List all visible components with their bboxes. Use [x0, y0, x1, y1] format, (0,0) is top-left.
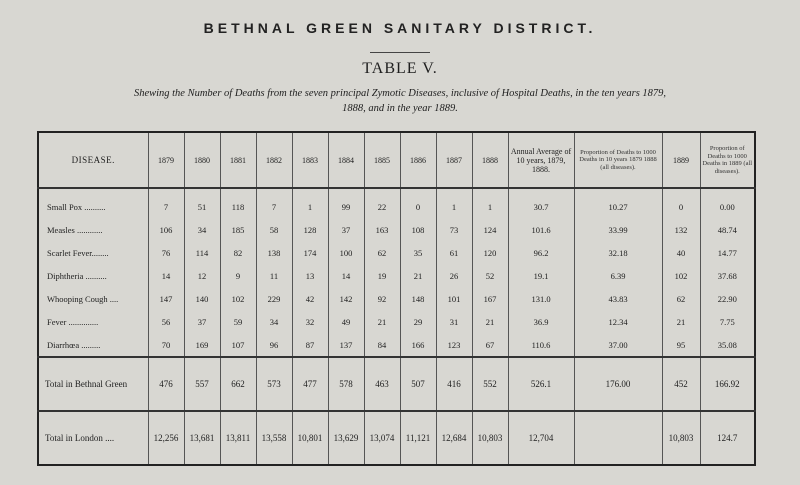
disease-row	[38, 188, 755, 218]
average-cell: 526.1	[508, 357, 574, 411]
year-cell: 662	[220, 357, 256, 411]
proportion-ten-cell: 12.34	[574, 310, 662, 333]
year-cell: 137	[328, 333, 364, 357]
zymotic-deaths-table	[37, 131, 756, 466]
year-cell: 11,121	[400, 411, 436, 465]
row-label: Scarlet Fever........	[47, 247, 109, 258]
proportion-ten-cell: 43.83	[574, 287, 662, 310]
year-cell: 31	[436, 310, 472, 333]
year-cell: 21	[400, 264, 436, 287]
col-header-year: 1881	[220, 132, 256, 188]
proportion-ten-cell: 33.99	[574, 218, 662, 241]
year-cell: 578	[328, 357, 364, 411]
year-cell: 167	[472, 287, 508, 310]
year-cell: 13,811	[220, 411, 256, 465]
year-cell: 13	[292, 264, 328, 287]
average-cell: 30.7	[508, 188, 574, 218]
year-1889-cell: 452	[662, 357, 700, 411]
average-cell: 110.6	[508, 333, 574, 357]
year-cell: 34	[184, 218, 220, 241]
year-cell: 21	[472, 310, 508, 333]
year-cell: 37	[328, 218, 364, 241]
total-row	[38, 411, 755, 465]
table-subtitle	[0, 86, 800, 116]
proportion-1889-cell: 0.00	[700, 188, 755, 218]
year-cell: 82	[220, 241, 256, 264]
year-cell: 99	[328, 188, 364, 218]
year-cell: 73	[436, 218, 472, 241]
year-cell: 552	[472, 357, 508, 411]
year-cell: 13,629	[328, 411, 364, 465]
year-cell: 21	[364, 310, 400, 333]
table-title: TABLE V.	[362, 60, 438, 77]
year-cell: 1	[292, 188, 328, 218]
year-cell: 101	[436, 287, 472, 310]
year-cell: 56	[148, 310, 184, 333]
proportion-1889-cell: 14.77	[700, 241, 755, 264]
col-header-average: Annual Average of 10 years, 1879, 1888.	[508, 132, 574, 188]
year-cell: 416	[436, 357, 472, 411]
year-cell: 463	[364, 357, 400, 411]
year-cell: 138	[256, 241, 292, 264]
proportion-1889-cell: 22.90	[700, 287, 755, 310]
proportion-ten-cell: 32.18	[574, 241, 662, 264]
year-cell: 51	[184, 188, 220, 218]
year-cell: 1	[472, 188, 508, 218]
col-header-year: 1885	[364, 132, 400, 188]
year-cell: 7	[256, 188, 292, 218]
year-cell: 19	[364, 264, 400, 287]
year-cell: 11	[256, 264, 292, 287]
year-cell: 61	[436, 241, 472, 264]
col-header-year: 1879	[148, 132, 184, 188]
col-header-year: 1886	[400, 132, 436, 188]
year-cell: 34	[256, 310, 292, 333]
proportion-ten-cell: 176.00	[574, 357, 662, 411]
average-cell: 131.0	[508, 287, 574, 310]
proportion-ten-cell	[574, 411, 662, 465]
year-cell: 140	[184, 287, 220, 310]
year-cell: 507	[400, 357, 436, 411]
year-cell: 26	[436, 264, 472, 287]
year-cell: 14	[328, 264, 364, 287]
year-cell: 58	[256, 218, 292, 241]
total-row	[38, 357, 755, 411]
year-1889-cell: 62	[662, 287, 700, 310]
average-cell: 96.2	[508, 241, 574, 264]
proportion-1889-cell: 166.92	[700, 357, 755, 411]
year-cell: 476	[148, 357, 184, 411]
year-cell: 10,801	[292, 411, 328, 465]
disease-row	[38, 218, 755, 241]
year-cell: 114	[184, 241, 220, 264]
year-cell: 142	[328, 287, 364, 310]
year-cell: 59	[220, 310, 256, 333]
col-header-year: 1880	[184, 132, 220, 188]
proportion-ten-cell: 10.27	[574, 188, 662, 218]
year-cell: 1	[436, 188, 472, 218]
year-cell: 13,558	[256, 411, 292, 465]
year-cell: 148	[400, 287, 436, 310]
average-cell: 36.9	[508, 310, 574, 333]
proportion-ten-cell: 6.39	[574, 264, 662, 287]
year-cell: 32	[292, 310, 328, 333]
average-cell: 12,704	[508, 411, 574, 465]
year-cell: 10,803	[472, 411, 508, 465]
year-cell: 12	[184, 264, 220, 287]
col-header-proportion-ten-years: Proportion of Deaths to 1000 Deaths in 10 years 1879 1888 (all diseases).	[574, 132, 662, 188]
year-cell: 49	[328, 310, 364, 333]
col-header-proportion-1889: Proportion of Deaths to 1000 Deaths in 1889 (all diseases).	[700, 132, 755, 188]
year-cell: 118	[220, 188, 256, 218]
year-cell: 37	[184, 310, 220, 333]
disease-row	[38, 264, 755, 287]
proportion-1889-cell: 37.68	[700, 264, 755, 287]
col-header-year: 1887	[436, 132, 472, 188]
year-cell: 0	[400, 188, 436, 218]
subtitle-line-1: Shewing the Number of Deaths from the seven principal Zymotic Diseases, inclusive of Hospital Deaths, in the ten years 1879,	[133, 88, 667, 99]
year-cell: 100	[328, 241, 364, 264]
col-header-year: 1884	[328, 132, 364, 188]
proportion-1889-cell: 48.74	[700, 218, 755, 241]
proportion-1889-cell: 7.75	[700, 310, 755, 333]
year-cell: 163	[364, 218, 400, 241]
year-cell: 29	[400, 310, 436, 333]
year-cell: 84	[364, 333, 400, 357]
year-cell: 7	[148, 188, 184, 218]
year-cell: 96	[256, 333, 292, 357]
year-cell: 128	[292, 218, 328, 241]
header-row	[38, 132, 755, 188]
year-cell: 124	[472, 218, 508, 241]
year-cell: 52	[472, 264, 508, 287]
col-header-year: 1882	[256, 132, 292, 188]
disease-row	[38, 310, 755, 333]
year-cell: 9	[220, 264, 256, 287]
year-cell: 22	[364, 188, 400, 218]
year-cell: 62	[364, 241, 400, 264]
row-label: Diarrhœa .........	[47, 339, 101, 350]
col-header-1889: 1889	[662, 132, 700, 188]
year-cell: 123	[436, 333, 472, 357]
year-cell: 92	[364, 287, 400, 310]
disease-row	[38, 287, 755, 310]
year-cell: 70	[148, 333, 184, 357]
year-1889-cell: 21	[662, 310, 700, 333]
row-label: Total in Bethnal Green	[38, 357, 148, 411]
year-1889-cell: 40	[662, 241, 700, 264]
proportion-1889-cell: 124.7	[700, 411, 755, 465]
year-cell: 67	[472, 333, 508, 357]
year-cell: 573	[256, 357, 292, 411]
disease-row	[38, 333, 755, 357]
year-cell: 106	[148, 218, 184, 241]
col-header-year: 1888	[472, 132, 508, 188]
year-1889-cell: 10,803	[662, 411, 700, 465]
year-cell: 87	[292, 333, 328, 357]
row-label: Fever ..............	[47, 316, 99, 327]
year-cell: 174	[292, 241, 328, 264]
year-cell: 35	[400, 241, 436, 264]
year-cell: 13,074	[364, 411, 400, 465]
district-heading: BETHNAL GREEN SANITARY DISTRICT.	[203, 20, 597, 36]
year-cell: 76	[148, 241, 184, 264]
row-label: Total in London ....	[38, 411, 148, 465]
average-cell: 19.1	[508, 264, 574, 287]
year-cell: 42	[292, 287, 328, 310]
year-cell: 169	[184, 333, 220, 357]
average-cell: 101.6	[508, 218, 574, 241]
col-header-disease: DISEASE.	[38, 132, 148, 188]
col-header-year: 1883	[292, 132, 328, 188]
year-cell: 107	[220, 333, 256, 357]
year-cell: 147	[148, 287, 184, 310]
year-cell: 477	[292, 357, 328, 411]
proportion-1889-cell: 35.08	[700, 333, 755, 357]
year-1889-cell: 132	[662, 218, 700, 241]
year-cell: 108	[400, 218, 436, 241]
row-label: Measles ............	[47, 224, 103, 235]
year-cell: 120	[472, 241, 508, 264]
year-1889-cell: 102	[662, 264, 700, 287]
year-cell: 102	[220, 287, 256, 310]
row-label: Whooping Cough ....	[47, 293, 119, 304]
year-cell: 557	[184, 357, 220, 411]
year-cell: 166	[400, 333, 436, 357]
proportion-ten-cell: 37.00	[574, 333, 662, 357]
year-cell: 12,684	[436, 411, 472, 465]
year-cell: 185	[220, 218, 256, 241]
row-label: Small Pox ..........	[47, 201, 106, 212]
year-cell: 14	[148, 264, 184, 287]
year-1889-cell: 0	[662, 188, 700, 218]
year-1889-cell: 95	[662, 333, 700, 357]
year-cell: 12,256	[148, 411, 184, 465]
year-cell: 13,681	[184, 411, 220, 465]
disease-row	[38, 241, 755, 264]
subtitle-line-2: 1888, and in the year 1889.	[342, 103, 458, 114]
year-cell: 229	[256, 287, 292, 310]
row-label: Diphtheria ..........	[47, 270, 107, 281]
title-rule	[370, 52, 430, 53]
